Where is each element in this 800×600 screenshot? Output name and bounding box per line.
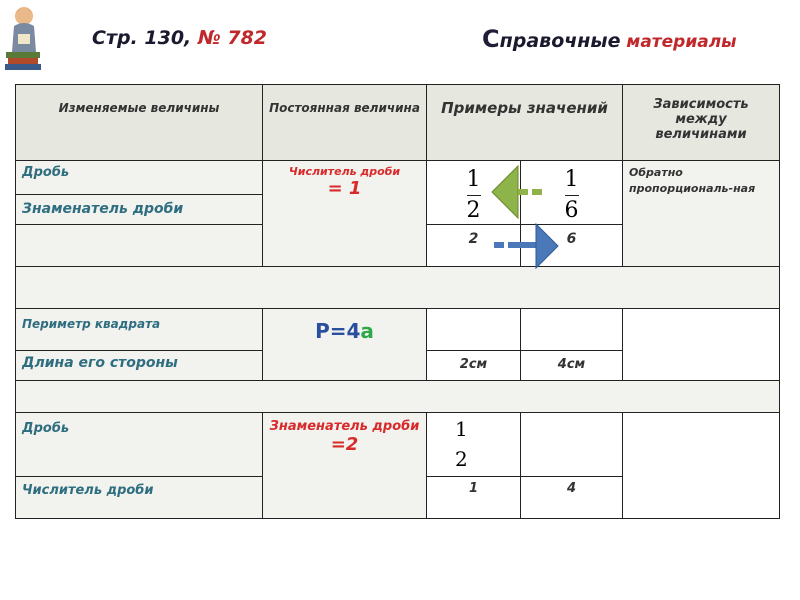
b3-constant-line2: =2 <box>330 434 359 455</box>
green-left-arrow-icon <box>488 164 558 220</box>
b3-val-b-cell: 4 <box>521 477 623 519</box>
b1-var2: Знаменатель дроби <box>22 201 184 217</box>
b1-dependency: Обратно пропорциональ-ная <box>629 166 756 195</box>
b3-val-a-cell: 1 <box>427 477 521 519</box>
b2-var2-cell <box>16 351 263 381</box>
b1-var1: Дробь <box>22 165 70 180</box>
title-word: правочные <box>499 30 621 52</box>
b3-var1-cell <box>16 413 263 477</box>
b3-frac-cell <box>427 413 521 477</box>
blue-right-arrow-icon <box>490 222 560 270</box>
header-variables: Изменяемые величины <box>16 85 263 161</box>
b3-frac: 1 2 <box>455 417 468 471</box>
b3-constant-line1: Знаменатель дроби <box>269 419 420 434</box>
b2-dependency-cell <box>623 309 780 381</box>
reference-table <box>15 84 780 519</box>
b2-val-a-cell: 2см <box>427 351 521 381</box>
b2-var1: Периметр квадрата <box>22 317 161 331</box>
b1-var-spacer <box>16 225 263 267</box>
header-dependency: Зависимость между величинами <box>623 85 780 161</box>
reference-materials-title <box>482 25 737 53</box>
b2-val-b-cell: 4см <box>521 351 623 381</box>
scholar-logo-icon <box>2 0 46 74</box>
header-examples: Примеры значений <box>427 85 623 161</box>
b1-val-b-cell: 6 <box>521 225 623 267</box>
b3-dependency-cell <box>623 413 780 519</box>
header-constant: Постоянная величина <box>263 85 427 161</box>
b2-var2: Длина его стороны <box>22 355 178 371</box>
b1-dependency-cell <box>623 161 780 267</box>
b3-var2-cell <box>16 477 263 519</box>
b2-var1-cell <box>16 309 263 351</box>
b1-frac-b: $\frac{1}{6}$ <box>564 167 579 223</box>
b2-formula: P=4a <box>315 319 374 343</box>
b2-empty-a <box>427 309 521 351</box>
exercise-number: № 782 <box>197 27 268 49</box>
b3-constant-cell <box>263 413 427 519</box>
b3-var2: Числитель дроби <box>22 483 154 498</box>
b2-empty-b <box>521 309 623 351</box>
b1-frac-a: $\frac{1}{2}$ <box>466 167 481 223</box>
page-reference <box>92 27 267 49</box>
spacer-row-1 <box>16 267 780 309</box>
title-rest: материалы <box>620 32 737 52</box>
page-prefix: Стр. 130, <box>92 27 198 49</box>
b1-constant-cell <box>263 161 427 267</box>
b1-constant-line1: Числитель дроби <box>288 165 401 178</box>
b1-val-a-cell: 2 <box>427 225 521 267</box>
b2-formula-cell <box>263 309 427 381</box>
b1-constant-line2: = 1 <box>327 178 362 199</box>
b3-var1: Дробь <box>22 421 70 436</box>
spacer-row-2 <box>16 381 780 413</box>
title-initial: С <box>482 25 500 53</box>
b3-empty-b <box>521 413 623 477</box>
b1-var-cell <box>16 161 263 225</box>
